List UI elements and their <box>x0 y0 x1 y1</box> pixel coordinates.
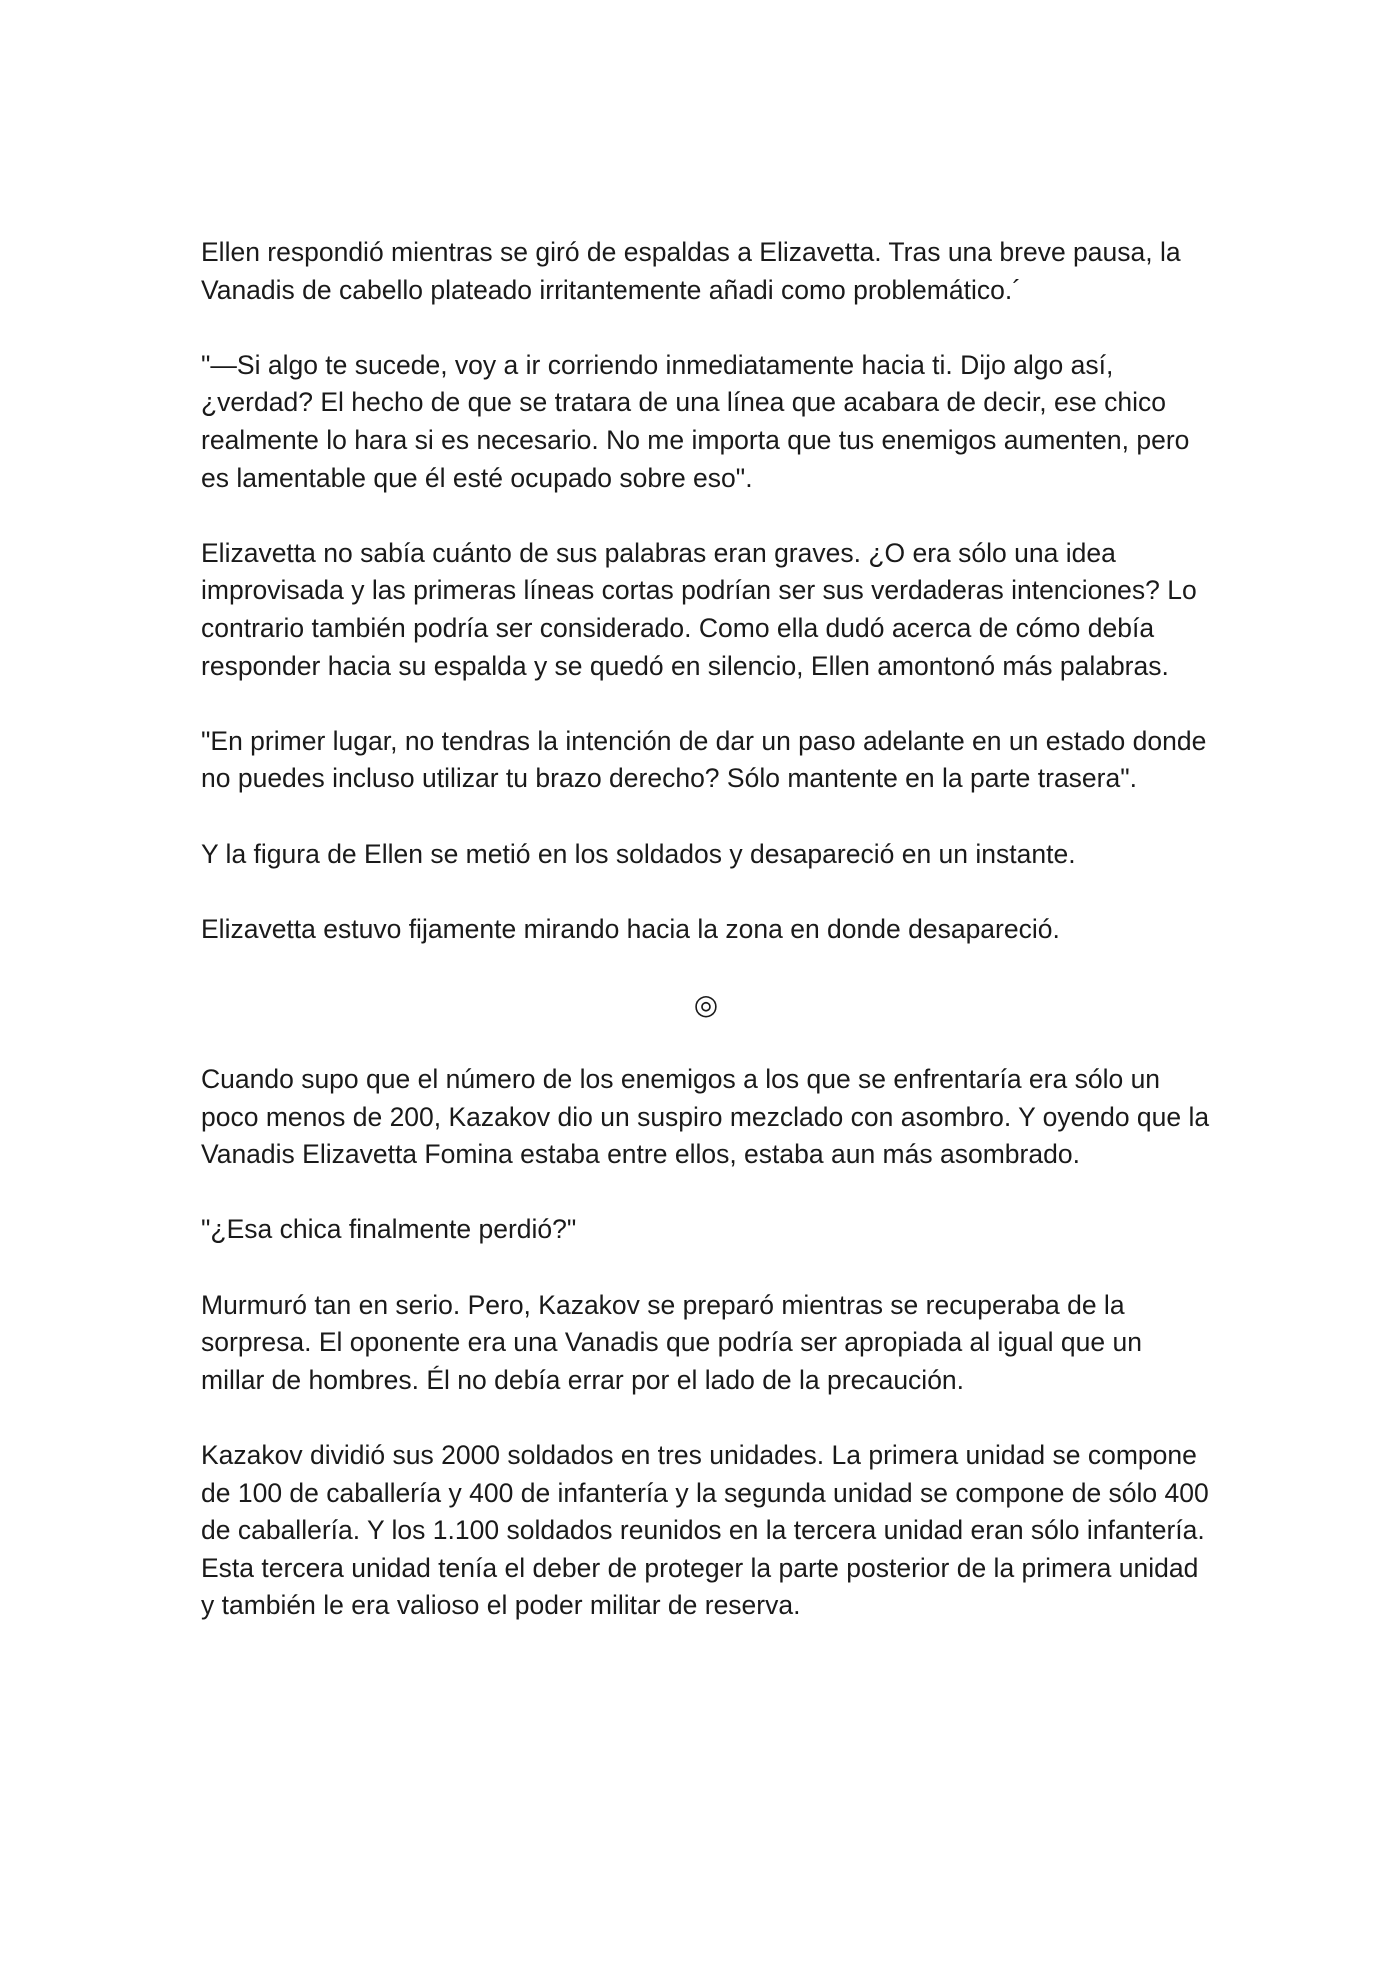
paragraph: Kazakov dividió sus 2000 soldados en tres unidades. La primera unidad se compone de 100 de caballería y 400 de infantería y la segunda unidad se compone de sólo 400 de caballería. Y los 1.100 soldados reunidos en la tercera unidad eran sólo infantería. Esta tercera unidad tenía el deber de proteger la parte posterior de la primera unidad y también le era valioso el poder militar de reserva. <box>201 1440 1209 1621</box>
paragraph: Elizavetta estuvo fijamente mirando hacia la zona en donde desapareció. <box>201 913 1060 944</box>
paragraph: Y la figura de Ellen se metió en los soldados y desapareció en un instante. <box>201 838 1076 869</box>
paragraph: "—Si algo te sucede, voy a ir corriendo inmediatamente hacia ti. Dijo algo así, ¿verdad? El hecho de que se tratara de una línea que acabara de decir, ese chico realmente lo hara si es necesario. No me importa que tus enemigos aumenten, pero es lamentable que él esté ocupado sobre eso". <box>201 349 1190 493</box>
paragraph: Cuando supo que el número de los enemigos a los que se enfrentaría era sólo un poco menos de 200, Kazakov dio un suspiro mezclado con asombro. Y oyendo que la Vanadis Elizavetta Fomina estaba entre ellos, estaba aun más asombrado. <box>201 1064 1210 1170</box>
paragraph: "En primer lugar, no tendras la intención de dar un paso adelante en un estado donde no puedes incluso utilizar tu brazo derecho? Sólo mantente en la parte trasera". <box>201 725 1207 794</box>
section-separator-icon: ◎ <box>693 987 719 1021</box>
document-body <box>201 234 1211 1663</box>
paragraph: Murmuró tan en serio. Pero, Kazakov se preparó mientras se recuperaba de la sorpresa. El oponente era una Vanadis que podría ser apropiada al igual que un millar de hombres. Él no debía errar por el lado de la precaución. <box>201 1289 1142 1395</box>
paragraph: Elizavetta no sabía cuánto de sus palabras eran graves. ¿O era sólo una idea improvisada y las primeras líneas cortas podrían ser sus verdaderas intenciones? Lo contrario también podría ser considerado. Como ella dudó acerca de cómo debía responder hacia su espalda y se quedó en silencio, Ellen amontonó más palabras. <box>201 537 1197 681</box>
paragraph: "¿Esa chica finalmente perdió?" <box>201 1214 577 1245</box>
paragraph: Ellen respondió mientras se giró de espaldas a Elizavetta. Tras una breve pausa, la Vanadis de cabello plateado irritantemente añadi como problemático.´ <box>201 237 1181 305</box>
